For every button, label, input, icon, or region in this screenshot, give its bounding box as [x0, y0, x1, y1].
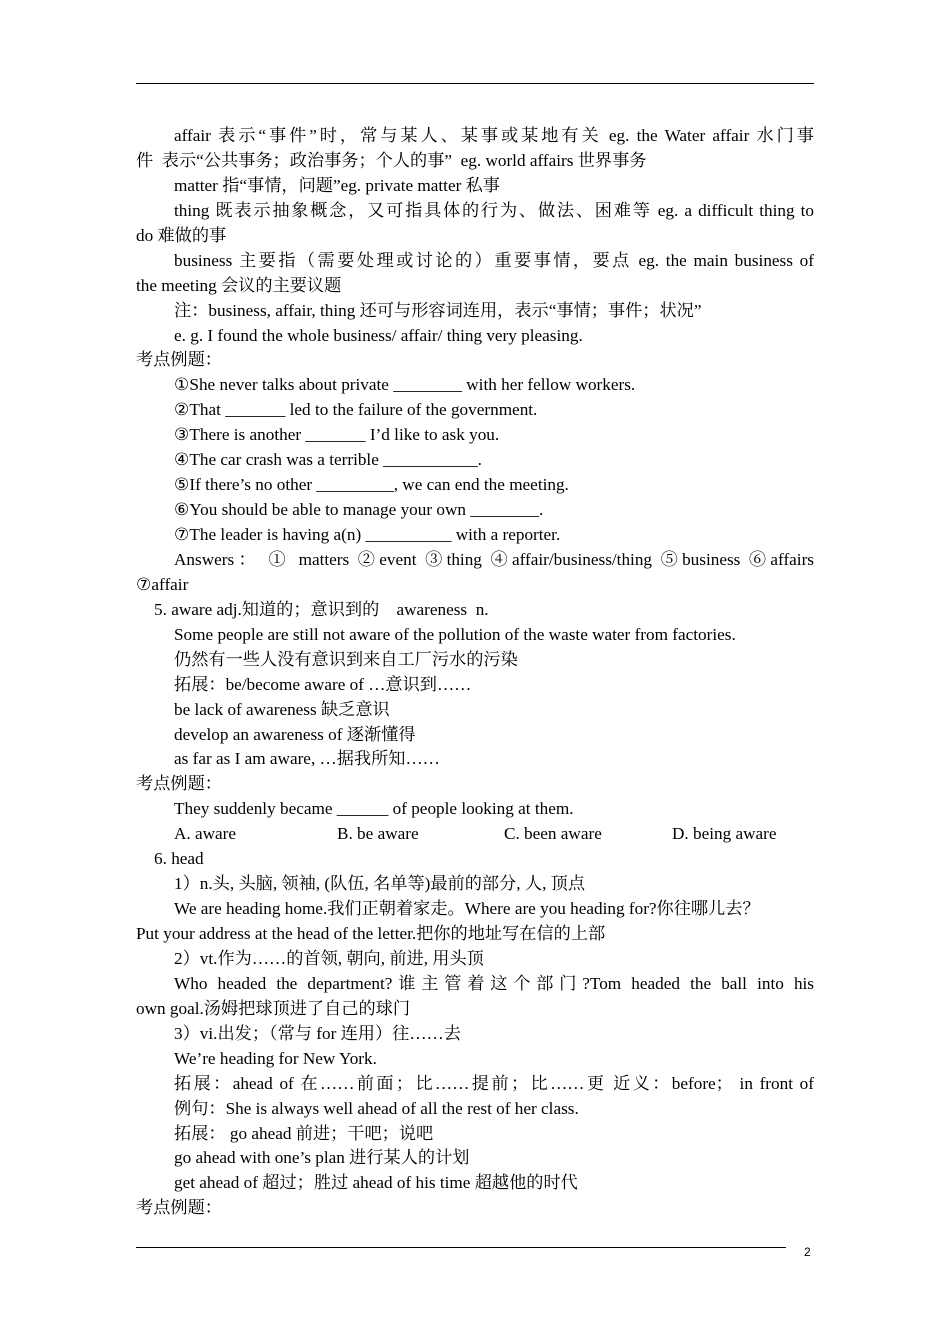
exercise-item: ⑥You should be able to manage your own ________.	[174, 500, 544, 520]
phrase-line: get ahead of 超过；胜过 ahead of his time 超越他的时代	[174, 1173, 578, 1193]
definition-line: 3）vi.出发；（常与 for 连用）往……去	[174, 1023, 461, 1043]
example-line: Who headed the department?谁主管着这个部门?Tom headed the ball into his	[174, 973, 814, 993]
page-body	[136, 124, 814, 1221]
section-heading-head: 6. head	[154, 849, 204, 869]
example-line: We are heading home.我们正朝着家走。Where are you heading for?你往哪儿去？	[174, 899, 760, 919]
phrase-line: be lack of awareness 缺乏意识	[174, 699, 390, 719]
example-line: Put your address at the head of the letter.把你的地址写在信的上部	[136, 924, 606, 943]
phrase-line: develop an awareness of 逐渐懂得	[174, 724, 416, 744]
exercise-item: ③There is another _______ I’d like to ask you.	[174, 425, 500, 445]
option-a: A. aware	[174, 824, 237, 844]
exercise-item: ④The car crash was a terrible ___________.	[174, 450, 482, 470]
expansion-line: 拓展： go ahead 前进；干吧；说吧	[174, 1123, 434, 1143]
exercise-item: ②That _______ led to the failure of the government.	[174, 400, 538, 420]
text-line: matter 指“事情，问题”eg. private matter 私事	[174, 175, 500, 195]
option-c: C. been aware	[504, 824, 602, 844]
example-line: Some people are still not aware of the pollution of the waste water from factories.	[174, 624, 736, 644]
definition-line: 2）vt.作为……的首领, 朝向, 前进, 用头顶	[174, 948, 484, 968]
exercise-item: They suddenly became ______ of people looking at them.	[174, 799, 574, 819]
header-rule	[136, 83, 814, 84]
text-line: 件 表示“公共事务；政治事务；个人的事” eg. world affairs 世界事务	[136, 150, 647, 170]
exercise-item: ⑦The leader is having a(n) __________ with a reporter.	[174, 525, 561, 544]
exercise-item: ①She never talks about private ________ with her fellow workers.	[174, 375, 636, 395]
phrase-line: as far as I am aware, …据我所知……	[174, 749, 440, 769]
note-line: 注：business, affair, thing 还可与形容词连用，表示“事情；事件；状况”	[174, 300, 702, 320]
example-line: e. g. I found the whole business/ affair/ thing very pleasing.	[174, 325, 583, 345]
answers-line: Answers： ① matters ②event ③thing ④affair/business/thing ⑤business ⑥affairs	[174, 549, 814, 569]
page-number: 2	[804, 1245, 811, 1259]
exercise-item: ⑤If there’s no other _________, we can end the meeting.	[174, 475, 569, 495]
exercise-heading: 考点例题：	[136, 774, 222, 794]
text-line: the meeting 会议的主要议题	[136, 275, 342, 295]
option-b: B. be aware	[337, 824, 419, 844]
phrase-line: go ahead with one’s plan 进行某人的计划	[174, 1148, 470, 1168]
section-heading-aware: 5. aware adj.知道的；意识到的 awareness n.	[154, 599, 489, 619]
example-line: 例句：She is always well ahead of all the rest of her class.	[174, 1098, 579, 1118]
expansion-line: 拓展：be/become aware of …意识到……	[174, 674, 472, 694]
answers-line: ⑦affair	[136, 574, 189, 594]
translation-line: 仍然有一些人没有意识到来自工厂污水的污染	[174, 649, 518, 669]
example-line: own goal.汤姆把球顶进了自己的球门	[136, 998, 411, 1018]
option-d: D. being aware	[672, 824, 777, 844]
answer-options	[136, 822, 814, 847]
text-line: business 主要指（需要处理或讨论的）重要事情，要点 eg. the main business of	[174, 250, 814, 270]
expansion-line: 拓展：ahead of 在……前面；比……提前；比……更 近义：before； in front of	[174, 1073, 814, 1093]
example-line: We’re heading for New York.	[174, 1048, 377, 1068]
exercise-heading: 考点例题：	[136, 350, 222, 370]
text-line: thing 既表示抽象概念，又可指具体的行为、做法、困难等 eg. a difficult thing to	[174, 200, 814, 220]
text-line: affair 表示“事件”时，常与某人、某事或某地有关 eg. the Water affair 水门事	[174, 126, 814, 145]
text-line: do 难做的事	[136, 225, 227, 245]
definition-line: 1）n.头, 头脑, 领袖, (队伍, 名单等)最前的部分, 人, 顶点	[174, 874, 586, 894]
exercise-heading: 考点例题：	[136, 1198, 222, 1218]
footer-rule	[136, 1247, 786, 1248]
